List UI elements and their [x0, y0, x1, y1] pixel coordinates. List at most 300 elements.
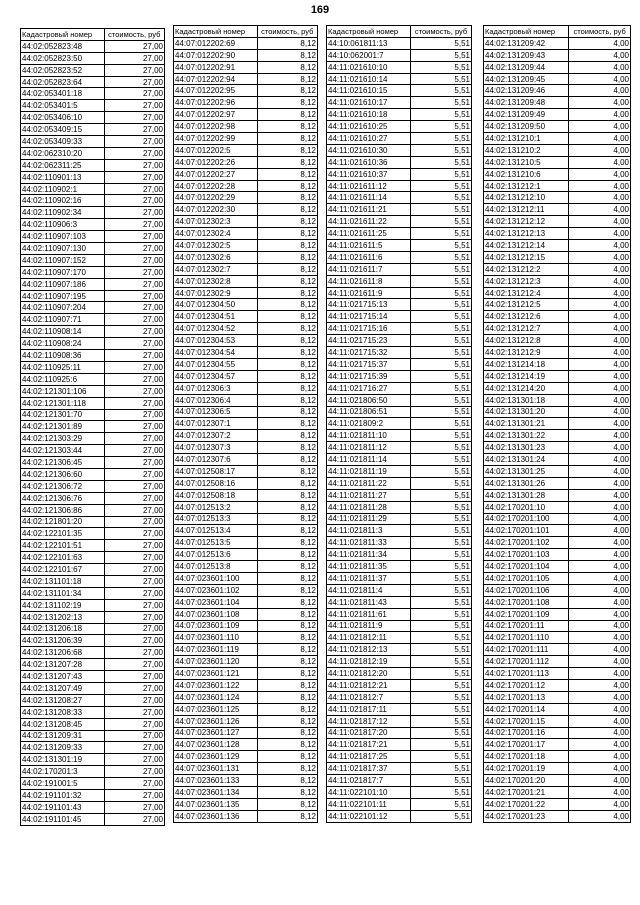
- cadastral-number-cell: 44:02:131212:12: [484, 216, 569, 228]
- table-row: [21, 694, 165, 706]
- cost-cell: 4,00: [569, 608, 631, 620]
- table-row: [21, 350, 165, 362]
- cost-cell: 8,12: [257, 287, 317, 299]
- table-row: [484, 584, 631, 596]
- cost-cell: 5,51: [411, 525, 472, 537]
- table-row: [327, 632, 472, 644]
- table-row: [327, 370, 472, 382]
- cadastral-number-cell: 44:11:021715:37: [327, 358, 411, 370]
- table-row: [327, 61, 472, 73]
- cadastral-number-cell: 44:10:061811:13: [327, 37, 411, 49]
- table-row: [484, 679, 631, 691]
- table-row: [174, 691, 318, 703]
- table-row: [327, 97, 472, 109]
- cost-cell: 5,51: [411, 596, 472, 608]
- cost-cell: 8,12: [257, 156, 317, 168]
- cadastral-number-cell: 44:11:021811:4: [327, 584, 411, 596]
- cost-cell: 8,12: [257, 513, 317, 525]
- cadastral-number-cell: 44:02:062311:25: [21, 159, 105, 171]
- table-row: [484, 656, 631, 668]
- cadastral-number-cell: 44:07:012513:8: [174, 561, 258, 573]
- table-row: [484, 406, 631, 418]
- cadastral-number-cell: 44:02:121306:60: [21, 468, 105, 480]
- cadastral-number-cell: 44:02:131209:43: [484, 49, 569, 61]
- table-row: [327, 156, 472, 168]
- cadastral-number-cell: 44:07:023601:126: [174, 715, 258, 727]
- cost-cell: 4,00: [569, 501, 631, 513]
- table-row: [484, 727, 631, 739]
- cadastral-number-cell: 44:07:023601:120: [174, 656, 258, 668]
- cadastral-number-cell: 44:02:170201:111: [484, 644, 569, 656]
- table-row: [327, 727, 472, 739]
- page-number: 169: [310, 4, 330, 16]
- table-row: [484, 537, 631, 549]
- cadastral-number-cell: 44:07:012304:52: [174, 323, 258, 335]
- cadastral-number-cell: 44:11:021812:7: [327, 691, 411, 703]
- table-row: [21, 338, 165, 350]
- cadastral-number-cell: 44:02:110907:152: [21, 254, 105, 266]
- cadastral-number-cell: 44:07:012307:2: [174, 430, 258, 442]
- table-row: [327, 299, 472, 311]
- cadastral-number-cell: 44:07:012302:3: [174, 216, 258, 228]
- cadastral-number-cell: 44:02:131209:42: [484, 37, 569, 49]
- table-row: [327, 430, 472, 442]
- table-row: [484, 156, 631, 168]
- cadastral-number-cell: 44:02:121303:44: [21, 445, 105, 457]
- table-row: [21, 183, 165, 195]
- cadastral-number-cell: 44:02:110901:13: [21, 171, 105, 183]
- cost-cell: 27,00: [104, 528, 164, 540]
- table-row: [484, 97, 631, 109]
- cost-cell: 27,00: [104, 350, 164, 362]
- cadastral-number-cell: 44:11:021806:51: [327, 406, 411, 418]
- cadastral-number-cell: 44:07:012302:6: [174, 251, 258, 263]
- table-row: [327, 192, 472, 204]
- cost-cell: 27,00: [104, 730, 164, 742]
- cadastral-number-cell: 44:02:131101:18: [21, 575, 105, 587]
- table-row: [21, 766, 165, 778]
- cost-cell: 4,00: [569, 763, 631, 775]
- cost-cell: 27,00: [104, 266, 164, 278]
- cost-cell: 8,12: [257, 347, 317, 359]
- table-row: [484, 751, 631, 763]
- cost-cell: 8,12: [257, 703, 317, 715]
- table-row: [21, 492, 165, 504]
- table-row: [327, 263, 472, 275]
- table-row: [174, 228, 318, 240]
- table-row: [174, 537, 318, 549]
- cost-cell: 5,51: [411, 358, 472, 370]
- table-row: [21, 231, 165, 243]
- cost-cell: 5,51: [411, 370, 472, 382]
- table-row: [174, 85, 318, 97]
- table-row: [174, 323, 318, 335]
- cost-cell: 8,12: [257, 751, 317, 763]
- table-row: [174, 418, 318, 430]
- cost-cell: 8,12: [257, 656, 317, 668]
- table-row: [174, 596, 318, 608]
- cadastral-number-cell: 44:11:021611:14: [327, 192, 411, 204]
- cadastral-number-cell: 44:11:021817:25: [327, 751, 411, 763]
- table-row: [21, 136, 165, 148]
- cost-cell: 5,51: [411, 156, 472, 168]
- table-row: [21, 575, 165, 587]
- table-row: [21, 64, 165, 76]
- cost-cell: 27,00: [104, 207, 164, 219]
- cadastral-number-cell: 44:11:021715:23: [327, 335, 411, 347]
- cost-cell: 27,00: [104, 742, 164, 754]
- table-row: [327, 454, 472, 466]
- cost-cell: 4,00: [569, 192, 631, 204]
- table-row: [327, 323, 472, 335]
- cadastral-number-cell: 44:07:012302:7: [174, 263, 258, 275]
- cadastral-number-cell: 44:02:131212:3: [484, 275, 569, 287]
- cadastral-number-cell: 44:11:021811:28: [327, 501, 411, 513]
- table-row: [327, 109, 472, 121]
- cost-cell: 5,51: [411, 775, 472, 787]
- cadastral-number-cell: 44:02:170201:104: [484, 561, 569, 573]
- cadastral-number-cell: 44:11:021611:7: [327, 263, 411, 275]
- cost-cell: 5,51: [411, 406, 472, 418]
- cadastral-number-cell: 44:02:053401:18: [21, 88, 105, 100]
- cost-cell: 27,00: [104, 766, 164, 778]
- cost-cell: 5,51: [411, 299, 472, 311]
- cost-cell: 8,12: [257, 668, 317, 680]
- cadastral-number-cell: 44:02:170201:108: [484, 596, 569, 608]
- cadastral-number-cell: 44:02:170201:14: [484, 703, 569, 715]
- table-row: [484, 204, 631, 216]
- cost-cell: 5,51: [411, 691, 472, 703]
- cadastral-number-cell: 44:02:131207:43: [21, 671, 105, 683]
- cadastral-number-cell: 44:07:023601:122: [174, 679, 258, 691]
- table-row: [327, 168, 472, 180]
- cost-cell: 27,00: [104, 76, 164, 88]
- cost-cell: 4,00: [569, 358, 631, 370]
- cadastral-number-cell: 44:11:021812:20: [327, 668, 411, 680]
- cadastral-number-cell: 44:02:110907:103: [21, 231, 105, 243]
- cadastral-number-cell: 44:02:131212:10: [484, 192, 569, 204]
- cost-cell: 5,51: [411, 703, 472, 715]
- cost-cell: 8,12: [257, 109, 317, 121]
- table-row: [484, 144, 631, 156]
- table-row: [327, 418, 472, 430]
- table-row: [174, 454, 318, 466]
- cadastral-number-cell: 44:02:131301:28: [484, 489, 569, 501]
- cadastral-number-cell: 44:11:021715:39: [327, 370, 411, 382]
- table-row: [327, 572, 472, 584]
- table-row: [327, 37, 472, 49]
- cadastral-number-cell: 44:02:121301:70: [21, 409, 105, 421]
- cadastral-number-cell: 44:07:012202:27: [174, 168, 258, 180]
- cadastral-number-cell: 44:07:012202:99: [174, 133, 258, 145]
- table-row: [327, 121, 472, 133]
- cadastral-number-cell: 44:11:021715:32: [327, 347, 411, 359]
- cadastral-number-cell: 44:11:021812:21: [327, 679, 411, 691]
- cost-cell: 27,00: [104, 599, 164, 611]
- cadastral-number-cell: 44:11:021715:16: [327, 323, 411, 335]
- table-row: [21, 445, 165, 457]
- cadastral-number-cell: 44:11:021817:7: [327, 775, 411, 787]
- cost-cell: 5,51: [411, 37, 472, 49]
- cost-cell: 4,00: [569, 525, 631, 537]
- cadastral-number-cell: 44:11:021812:11: [327, 632, 411, 644]
- cadastral-number-cell: 44:02:110908:24: [21, 338, 105, 350]
- cost-cell: 4,00: [569, 370, 631, 382]
- cost-cell: 27,00: [104, 385, 164, 397]
- cost-cell: 27,00: [104, 231, 164, 243]
- cadastral-number-cell: 44:11:021610:30: [327, 144, 411, 156]
- table-row: [484, 703, 631, 715]
- cadastral-number-cell: 44:07:012513:4: [174, 525, 258, 537]
- cost-cell: 4,00: [569, 513, 631, 525]
- cost-cell: 4,00: [569, 703, 631, 715]
- cost-cell: 27,00: [104, 635, 164, 647]
- cost-cell: 27,00: [104, 421, 164, 433]
- table-row: [174, 703, 318, 715]
- table-row: [174, 561, 318, 573]
- cost-cell: 4,00: [569, 549, 631, 561]
- table-row: [174, 608, 318, 620]
- cadastral-number-cell: 44:11:021610:17: [327, 97, 411, 109]
- cost-cell: 4,00: [569, 644, 631, 656]
- table-row: [484, 775, 631, 787]
- cadastral-number-cell: 44:07:012304:50: [174, 299, 258, 311]
- cadastral-number-cell: 44:07:012202:28: [174, 180, 258, 192]
- cost-cell: 4,00: [569, 810, 631, 822]
- table-row: [327, 596, 472, 608]
- table-row: [21, 480, 165, 492]
- table-row: [174, 216, 318, 228]
- cost-cell: 5,51: [411, 61, 472, 73]
- cost-cell: 4,00: [569, 620, 631, 632]
- cost-cell: 8,12: [257, 489, 317, 501]
- table-row: [484, 37, 631, 49]
- table-row: [21, 40, 165, 52]
- cost-cell: 8,12: [257, 85, 317, 97]
- cadastral-number-cell: 44:11:021610:25: [327, 121, 411, 133]
- cost-cell: 8,12: [257, 133, 317, 145]
- cadastral-number-cell: 44:02:122101:51: [21, 540, 105, 552]
- cadastral-number-cell: 44:02:110907:71: [21, 314, 105, 326]
- cost-cell: 5,51: [411, 763, 472, 775]
- cadastral-number-cell: 44:11:021811:12: [327, 442, 411, 454]
- table-row: [327, 204, 472, 216]
- cadastral-number-cell: 44:02:131208:33: [21, 706, 105, 718]
- cadastral-number-cell: 44:02:131301:21: [484, 418, 569, 430]
- cadastral-number-cell: 44:11:021817:12: [327, 715, 411, 727]
- cost-cell: 5,51: [411, 85, 472, 97]
- table-row: [484, 394, 631, 406]
- table-row: [484, 763, 631, 775]
- table-row: [21, 504, 165, 516]
- cost-cell: 27,00: [104, 361, 164, 373]
- cost-cell: 4,00: [569, 561, 631, 573]
- cadastral-number-cell: 44:02:131210:6: [484, 168, 569, 180]
- cadastral-number-cell: 44:02:053401:5: [21, 100, 105, 112]
- table-row: [484, 216, 631, 228]
- table-row: [327, 561, 472, 573]
- cost-cell: 5,51: [411, 810, 472, 822]
- table-row: [327, 228, 472, 240]
- cost-cell: 4,00: [569, 204, 631, 216]
- cadastral-number-cell: 44:11:021811:22: [327, 477, 411, 489]
- table-row: [174, 739, 318, 751]
- table-row: [174, 192, 318, 204]
- cadastral-number-cell: 44:02:131206:39: [21, 635, 105, 647]
- cadastral-number-cell: 44:07:023601:110: [174, 632, 258, 644]
- cadastral-number-cell: 44:11:022101:10: [327, 787, 411, 799]
- table-row: [484, 787, 631, 799]
- table-row: [484, 382, 631, 394]
- cost-cell: 4,00: [569, 584, 631, 596]
- table-row: [21, 552, 165, 564]
- cost-cell: 5,51: [411, 679, 472, 691]
- table-row: [21, 742, 165, 754]
- cadastral-number-cell: 44:02:170201:112: [484, 656, 569, 668]
- cost-cell: 27,00: [104, 706, 164, 718]
- table-row: [21, 659, 165, 671]
- table-row: [327, 406, 472, 418]
- cost-cell: 8,12: [257, 632, 317, 644]
- cadastral-number-cell: 44:11:021610:37: [327, 168, 411, 180]
- cadastral-number-cell: 44:02:131209:49: [484, 109, 569, 121]
- cost-cell: 5,51: [411, 121, 472, 133]
- table-row: [327, 549, 472, 561]
- cadastral-number-cell: 44:02:131209:50: [484, 121, 569, 133]
- table-row: [327, 644, 472, 656]
- cadastral-number-cell: 44:07:023601:128: [174, 739, 258, 751]
- table-row: [327, 525, 472, 537]
- table-row: [327, 335, 472, 347]
- cost-cell: 4,00: [569, 382, 631, 394]
- cadastral-number-cell: 44:07:012202:91: [174, 61, 258, 73]
- cost-cell: 4,00: [569, 787, 631, 799]
- cost-cell: 5,51: [411, 287, 472, 299]
- table-row: [174, 347, 318, 359]
- cadastral-number-cell: 44:11:021610:18: [327, 109, 411, 121]
- table-row: [327, 85, 472, 97]
- cadastral-number-cell: 44:02:170201:15: [484, 715, 569, 727]
- cost-cell: 27,00: [104, 647, 164, 659]
- table-row: [21, 409, 165, 421]
- cost-cell: 5,51: [411, 608, 472, 620]
- cadastral-number-cell: 44:07:023601:127: [174, 727, 258, 739]
- table-row: [174, 763, 318, 775]
- cadastral-number-cell: 44:11:021715:14: [327, 311, 411, 323]
- cost-cell: 8,12: [257, 180, 317, 192]
- cadastral-number-cell: 44:02:121306:45: [21, 457, 105, 469]
- table-row: [327, 715, 472, 727]
- table-row: [21, 778, 165, 790]
- cost-cell: 4,00: [569, 311, 631, 323]
- cost-cell: 5,51: [411, 430, 472, 442]
- table-row: [174, 406, 318, 418]
- cadastre-table-3: [326, 25, 472, 823]
- cost-cell: 27,00: [104, 754, 164, 766]
- cadastral-number-cell: 44:11:021610:36: [327, 156, 411, 168]
- cost-cell: 8,12: [257, 477, 317, 489]
- table-row: [174, 156, 318, 168]
- table-row: [174, 513, 318, 525]
- cadastral-number-cell: 44:02:110907:186: [21, 278, 105, 290]
- table-row: [484, 61, 631, 73]
- cadastral-number-cell: 44:07:012202:97: [174, 109, 258, 121]
- table-row: [484, 263, 631, 275]
- table-row: [327, 144, 472, 156]
- table-row: [21, 647, 165, 659]
- table-row: [327, 251, 472, 263]
- table-row: [21, 219, 165, 231]
- table-row: [327, 679, 472, 691]
- cadastre-table-1: [20, 28, 165, 826]
- table-row: [21, 790, 165, 802]
- cost-cell: 5,51: [411, 347, 472, 359]
- cadastral-number-cell: 44:02:110902:34: [21, 207, 105, 219]
- cost-cell: 4,00: [569, 442, 631, 454]
- cost-cell: 8,12: [257, 216, 317, 228]
- cadastral-number-cell: 44:02:053409:15: [21, 124, 105, 136]
- cadastral-number-cell: 44:07:023601:136: [174, 810, 258, 822]
- cost-cell: 8,12: [257, 454, 317, 466]
- table-row: [174, 787, 318, 799]
- table-row: [327, 620, 472, 632]
- table-row: [484, 370, 631, 382]
- cadastral-number-cell: 44:11:021811:35: [327, 561, 411, 573]
- cost-cell: 27,00: [104, 504, 164, 516]
- table-row: [174, 584, 318, 596]
- cost-cell: 27,00: [104, 659, 164, 671]
- cost-cell: 27,00: [104, 136, 164, 148]
- table-row: [174, 644, 318, 656]
- table-row: [174, 358, 318, 370]
- table-row: [21, 385, 165, 397]
- cost-cell: 4,00: [569, 133, 631, 145]
- table-row: [484, 275, 631, 287]
- cadastral-number-cell: 44:07:023601:100: [174, 572, 258, 584]
- table-row: [174, 465, 318, 477]
- cadastral-number-cell: 44:07:023601:135: [174, 798, 258, 810]
- cost-cell: 4,00: [569, 632, 631, 644]
- cost-cell: 27,00: [104, 457, 164, 469]
- table-row: [327, 501, 472, 513]
- cost-cell: 4,00: [569, 228, 631, 240]
- cost-cell: 8,12: [257, 810, 317, 822]
- cost-cell: 8,12: [257, 394, 317, 406]
- cost-cell: 8,12: [257, 572, 317, 584]
- table-row: [21, 730, 165, 742]
- cost-cell: 4,00: [569, 144, 631, 156]
- cadastral-number-cell: 44:11:021811:9: [327, 620, 411, 632]
- table-row: [484, 180, 631, 192]
- cadastral-number-cell: 44:07:012307:1: [174, 418, 258, 430]
- cost-cell: 8,12: [257, 406, 317, 418]
- cost-cell: 27,00: [104, 243, 164, 255]
- cost-cell: 4,00: [569, 394, 631, 406]
- table-row: [174, 311, 318, 323]
- cost-cell: 8,12: [257, 739, 317, 751]
- cost-cell: 8,12: [257, 775, 317, 787]
- cost-cell: 8,12: [257, 442, 317, 454]
- cadastral-number-cell: 44:11:021806:50: [327, 394, 411, 406]
- table-row: [327, 668, 472, 680]
- cost-cell: 27,00: [104, 671, 164, 683]
- cost-cell: 5,51: [411, 323, 472, 335]
- cost-cell: 8,12: [257, 382, 317, 394]
- cadastral-number-cell: 44:02:170201:17: [484, 739, 569, 751]
- cadastre-table-4: [483, 25, 631, 823]
- cadastral-number-cell: 44:02:131301:25: [484, 465, 569, 477]
- table-row: [21, 112, 165, 124]
